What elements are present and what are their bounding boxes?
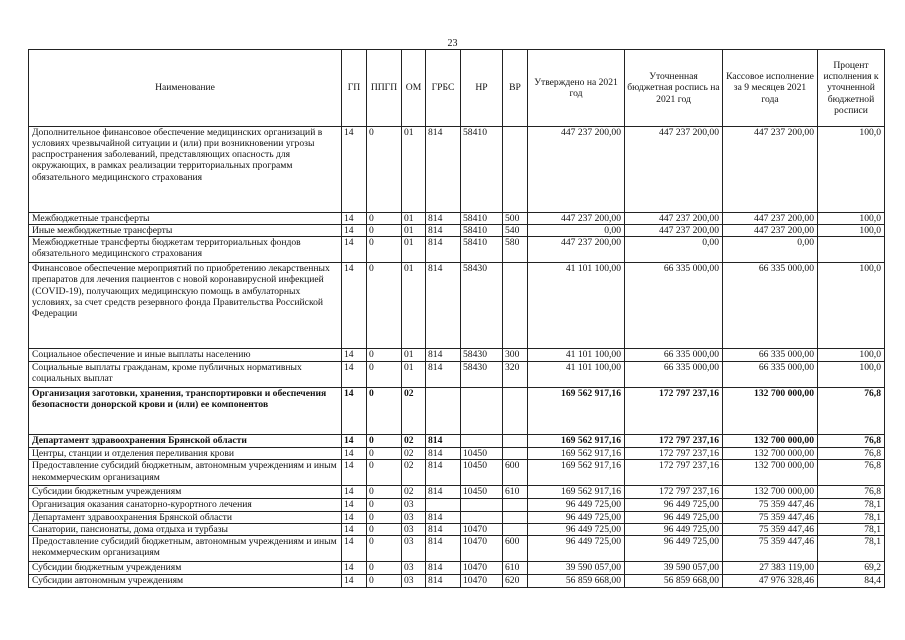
header-vr: ВР <box>503 50 528 127</box>
cell-gp: 14 <box>342 213 367 225</box>
cell-nr: 10470 <box>461 523 503 535</box>
cell-name: Предоставление субсидий бюджетным, автономным учреждениям и иным некоммерческим организациям <box>29 460 342 486</box>
cell-cash: 75 359 447,46 <box>723 535 818 561</box>
cell-vr: 620 <box>503 574 528 587</box>
cell-nr: 10470 <box>461 574 503 587</box>
cell-name: Департамент здравоохранения Брянской области <box>29 435 342 448</box>
cell-grbs <box>426 499 461 511</box>
cell-gp: 14 <box>342 499 367 511</box>
cell-cash: 447 237 200,00 <box>723 225 818 237</box>
cell-name: Субсидии автономным учреждениям <box>29 574 342 587</box>
cell-ppgp: 0 <box>367 213 402 225</box>
table-row <box>29 511 885 523</box>
cell-nr: 10450 <box>461 448 503 460</box>
cell-vr <box>503 523 528 535</box>
cell-approved: 41 101 100,00 <box>528 349 625 362</box>
header-nr: НР <box>461 50 503 127</box>
cell-refined: 172 797 237,16 <box>625 486 723 499</box>
cell-approved: 39 590 057,00 <box>528 561 625 574</box>
cell-refined: 66 335 000,00 <box>625 362 723 388</box>
cell-refined: 96 449 725,00 <box>625 511 723 523</box>
cell-approved: 169 562 917,16 <box>528 388 625 435</box>
cell-refined: 172 797 237,16 <box>625 435 723 448</box>
cell-cash: 0,00 <box>723 237 818 263</box>
cell-om: 02 <box>402 435 426 448</box>
cell-ppgp: 0 <box>367 535 402 561</box>
cell-om: 02 <box>402 448 426 460</box>
cell-cash: 132 700 000,00 <box>723 486 818 499</box>
cell-nr <box>461 435 503 448</box>
cell-vr: 600 <box>503 460 528 486</box>
cell-approved: 169 562 917,16 <box>528 486 625 499</box>
cell-approved: 96 449 725,00 <box>528 535 625 561</box>
cell-ppgp: 0 <box>367 435 402 448</box>
cell-approved: 169 562 917,16 <box>528 435 625 448</box>
header-ppgp: ППГП <box>367 50 402 127</box>
cell-ppgp: 0 <box>367 486 402 499</box>
cell-om: 01 <box>402 349 426 362</box>
cell-name: Межбюджетные трансферты бюджетам территориальных фондов обязательного медицинского страхования <box>29 237 342 263</box>
cell-vr: 610 <box>503 486 528 499</box>
cell-percent: 100,0 <box>818 362 885 388</box>
cell-percent: 76,8 <box>818 388 885 435</box>
cell-grbs: 814 <box>426 561 461 574</box>
cell-gp: 14 <box>342 486 367 499</box>
table-row <box>29 362 885 388</box>
cell-ppgp: 0 <box>367 511 402 523</box>
cell-gp: 14 <box>342 263 367 349</box>
cell-om: 02 <box>402 486 426 499</box>
cell-name: Дополнительное финансовое обеспечение медицинских организаций в условиях чрезвычайной ситуации и (или) при возникновении угрозы распространения заболеваний, представляющих опасность для окружающих, в рамках реализации территориальных программ обязательного медицинского страхования <box>29 127 342 213</box>
cell-cash: 75 359 447,46 <box>723 523 818 535</box>
cell-nr: 10470 <box>461 561 503 574</box>
cell-percent: 100,0 <box>818 225 885 237</box>
cell-om: 03 <box>402 574 426 587</box>
cell-grbs: 814 <box>426 486 461 499</box>
cell-ppgp: 0 <box>367 225 402 237</box>
header-grbs: ГРБС <box>426 50 461 127</box>
cell-grbs: 814 <box>426 362 461 388</box>
cell-grbs: 814 <box>426 237 461 263</box>
cell-approved: 447 237 200,00 <box>528 237 625 263</box>
table-header-row <box>29 50 885 127</box>
cell-cash: 75 359 447,46 <box>723 511 818 523</box>
cell-percent: 100,0 <box>818 349 885 362</box>
cell-percent: 69,2 <box>818 561 885 574</box>
cell-percent: 78,1 <box>818 511 885 523</box>
cell-approved: 447 237 200,00 <box>528 127 625 213</box>
cell-grbs: 814 <box>426 127 461 213</box>
cell-nr: 58410 <box>461 213 503 225</box>
cell-nr: 58410 <box>461 237 503 263</box>
cell-ppgp: 0 <box>367 499 402 511</box>
cell-nr: 58410 <box>461 127 503 213</box>
cell-refined: 172 797 237,16 <box>625 388 723 435</box>
cell-refined: 56 859 668,00 <box>625 574 723 587</box>
cell-cash: 447 237 200,00 <box>723 127 818 213</box>
cell-name: Департамент здравоохранения Брянской области <box>29 511 342 523</box>
cell-name: Социальные выплаты гражданам, кроме публичных нормативных социальных выплат <box>29 362 342 388</box>
cell-refined: 39 590 057,00 <box>625 561 723 574</box>
cell-approved: 96 449 725,00 <box>528 511 625 523</box>
table-row <box>29 225 885 237</box>
cell-percent: 100,0 <box>818 263 885 349</box>
cell-vr <box>503 263 528 349</box>
cell-grbs: 814 <box>426 460 461 486</box>
cell-ppgp: 0 <box>367 237 402 263</box>
cell-name: Социальное обеспечение и иные выплаты населению <box>29 349 342 362</box>
cell-percent: 78,1 <box>818 523 885 535</box>
cell-grbs: 814 <box>426 511 461 523</box>
table-row <box>29 263 885 349</box>
cell-percent: 76,8 <box>818 486 885 499</box>
table-row <box>29 435 885 448</box>
cell-nr: 10450 <box>461 486 503 499</box>
cell-nr: 10450 <box>461 460 503 486</box>
header-om: ОМ <box>402 50 426 127</box>
cell-vr <box>503 435 528 448</box>
cell-gp: 14 <box>342 349 367 362</box>
header-name: Наименование <box>29 50 342 127</box>
cell-vr: 500 <box>503 213 528 225</box>
cell-name: Иные межбюджетные трансферты <box>29 225 342 237</box>
cell-refined: 172 797 237,16 <box>625 460 723 486</box>
cell-approved: 56 859 668,00 <box>528 574 625 587</box>
cell-cash: 75 359 447,46 <box>723 499 818 511</box>
cell-vr: 600 <box>503 535 528 561</box>
cell-percent: 100,0 <box>818 213 885 225</box>
cell-percent: 84,4 <box>818 574 885 587</box>
page-number: 23 <box>447 38 458 49</box>
cell-om: 03 <box>402 511 426 523</box>
cell-grbs: 814 <box>426 213 461 225</box>
table-body <box>29 127 885 588</box>
cell-cash: 66 335 000,00 <box>723 349 818 362</box>
cell-gp: 14 <box>342 511 367 523</box>
cell-vr <box>503 511 528 523</box>
cell-cash: 66 335 000,00 <box>723 263 818 349</box>
cell-ppgp: 0 <box>367 388 402 435</box>
cell-name: Предоставление субсидий бюджетным, автономным учреждениям и иным некоммерческим организациям <box>29 535 342 561</box>
cell-vr <box>503 499 528 511</box>
cell-gp: 14 <box>342 435 367 448</box>
cell-name: Организация оказания санаторно-курортного лечения <box>29 499 342 511</box>
cell-percent <box>818 237 885 263</box>
cell-vr <box>503 127 528 213</box>
cell-om: 02 <box>402 388 426 435</box>
cell-vr: 320 <box>503 362 528 388</box>
table-row <box>29 213 885 225</box>
table-row <box>29 349 885 362</box>
cell-vr: 540 <box>503 225 528 237</box>
cell-nr: 58430 <box>461 263 503 349</box>
table-row <box>29 237 885 263</box>
cell-nr <box>461 388 503 435</box>
cell-refined: 96 449 725,00 <box>625 535 723 561</box>
cell-gp: 14 <box>342 460 367 486</box>
cell-approved: 41 101 100,00 <box>528 362 625 388</box>
cell-grbs: 814 <box>426 435 461 448</box>
cell-ppgp: 0 <box>367 523 402 535</box>
cell-name: Организация заготовки, хранения, транспортировки и обеспечения безопасности донорской крови и (или) ее компонентов <box>29 388 342 435</box>
cell-cash: 132 700 000,00 <box>723 460 818 486</box>
cell-approved: 96 449 725,00 <box>528 523 625 535</box>
cell-grbs: 814 <box>426 523 461 535</box>
cell-om: 03 <box>402 535 426 561</box>
table-row <box>29 574 885 587</box>
cell-cash: 132 700 000,00 <box>723 448 818 460</box>
cell-refined: 447 237 200,00 <box>625 225 723 237</box>
table-row <box>29 535 885 561</box>
cell-cash: 66 335 000,00 <box>723 362 818 388</box>
cell-approved: 169 562 917,16 <box>528 448 625 460</box>
cell-gp: 14 <box>342 388 367 435</box>
cell-grbs: 814 <box>426 574 461 587</box>
cell-ppgp: 0 <box>367 362 402 388</box>
header-approved: Утверждено на 2021 год <box>528 50 625 127</box>
cell-nr <box>461 511 503 523</box>
cell-approved: 169 562 917,16 <box>528 460 625 486</box>
cell-om: 03 <box>402 499 426 511</box>
cell-gp: 14 <box>342 535 367 561</box>
cell-grbs: 814 <box>426 535 461 561</box>
cell-om: 01 <box>402 362 426 388</box>
header-percent: Процент исполнения к уточненной бюджетной росписи <box>818 50 885 127</box>
cell-om: 02 <box>402 460 426 486</box>
cell-approved: 96 449 725,00 <box>528 499 625 511</box>
table-row <box>29 460 885 486</box>
cell-grbs: 814 <box>426 263 461 349</box>
cell-ppgp: 0 <box>367 349 402 362</box>
cell-gp: 14 <box>342 574 367 587</box>
cell-name: Субсидии бюджетным учреждениям <box>29 561 342 574</box>
cell-refined: 96 449 725,00 <box>625 499 723 511</box>
cell-refined: 172 797 237,16 <box>625 448 723 460</box>
cell-ppgp: 0 <box>367 561 402 574</box>
cell-name: Субсидии бюджетным учреждениям <box>29 486 342 499</box>
cell-ppgp: 0 <box>367 263 402 349</box>
cell-cash: 132 700 000,00 <box>723 435 818 448</box>
cell-om: 01 <box>402 225 426 237</box>
cell-percent: 76,8 <box>818 435 885 448</box>
cell-name: Центры, станции и отделения переливания крови <box>29 448 342 460</box>
cell-approved: 41 101 100,00 <box>528 263 625 349</box>
cell-refined: 96 449 725,00 <box>625 523 723 535</box>
cell-gp: 14 <box>342 523 367 535</box>
table-row <box>29 127 885 213</box>
cell-name: Межбюджетные трансферты <box>29 213 342 225</box>
cell-gp: 14 <box>342 225 367 237</box>
cell-grbs: 814 <box>426 349 461 362</box>
cell-approved: 447 237 200,00 <box>528 213 625 225</box>
table-row <box>29 499 885 511</box>
cell-percent: 100,0 <box>818 127 885 213</box>
cell-refined: 447 237 200,00 <box>625 127 723 213</box>
cell-cash: 132 700 000,00 <box>723 388 818 435</box>
cell-gp: 14 <box>342 237 367 263</box>
cell-cash: 447 237 200,00 <box>723 213 818 225</box>
cell-gp: 14 <box>342 448 367 460</box>
cell-refined: 66 335 000,00 <box>625 263 723 349</box>
cell-percent: 78,1 <box>818 499 885 511</box>
cell-refined: 447 237 200,00 <box>625 213 723 225</box>
cell-gp: 14 <box>342 561 367 574</box>
cell-refined: 66 335 000,00 <box>625 349 723 362</box>
cell-nr: 58430 <box>461 349 503 362</box>
table-row <box>29 561 885 574</box>
cell-nr <box>461 499 503 511</box>
cell-percent: 76,8 <box>818 460 885 486</box>
cell-vr <box>503 448 528 460</box>
budget-table <box>28 49 885 588</box>
table-row <box>29 388 885 435</box>
header-cash: Кассовое исполнение за 9 месяцев 2021 года <box>723 50 818 127</box>
cell-vr <box>503 388 528 435</box>
table-row <box>29 523 885 535</box>
cell-grbs <box>426 388 461 435</box>
cell-vr: 300 <box>503 349 528 362</box>
cell-refined: 0,00 <box>625 237 723 263</box>
cell-om: 01 <box>402 263 426 349</box>
cell-gp: 14 <box>342 362 367 388</box>
cell-cash: 47 976 328,46 <box>723 574 818 587</box>
cell-nr: 10470 <box>461 535 503 561</box>
header-refined: Уточненная бюджетная роспись на 2021 год <box>625 50 723 127</box>
table-row <box>29 486 885 499</box>
cell-ppgp: 0 <box>367 448 402 460</box>
cell-nr: 58410 <box>461 225 503 237</box>
cell-om: 01 <box>402 237 426 263</box>
cell-nr: 58430 <box>461 362 503 388</box>
cell-cash: 27 383 119,00 <box>723 561 818 574</box>
table-row <box>29 448 885 460</box>
cell-ppgp: 0 <box>367 127 402 213</box>
cell-om: 01 <box>402 213 426 225</box>
cell-name: Финансовое обеспечение мероприятий по приобретению лекарственных препаратов для лечения пациентов с новой коронавирусной инфекцией (COVID-19), получающих медицинскую помощь в амбулаторных условиях, за счет средств резервного фонда Правительства Российской Федерации <box>29 263 342 349</box>
cell-gp: 14 <box>342 127 367 213</box>
cell-ppgp: 0 <box>367 574 402 587</box>
cell-vr: 610 <box>503 561 528 574</box>
cell-percent: 76,8 <box>818 448 885 460</box>
cell-ppgp: 0 <box>367 460 402 486</box>
cell-percent: 78,1 <box>818 535 885 561</box>
cell-name: Санатории, пансионаты, дома отдыха и турбазы <box>29 523 342 535</box>
cell-approved: 0,00 <box>528 225 625 237</box>
cell-om: 01 <box>402 127 426 213</box>
cell-grbs: 814 <box>426 225 461 237</box>
cell-grbs: 814 <box>426 448 461 460</box>
header-gp: ГП <box>342 50 367 127</box>
cell-om: 03 <box>402 561 426 574</box>
cell-om: 03 <box>402 523 426 535</box>
cell-vr: 580 <box>503 237 528 263</box>
